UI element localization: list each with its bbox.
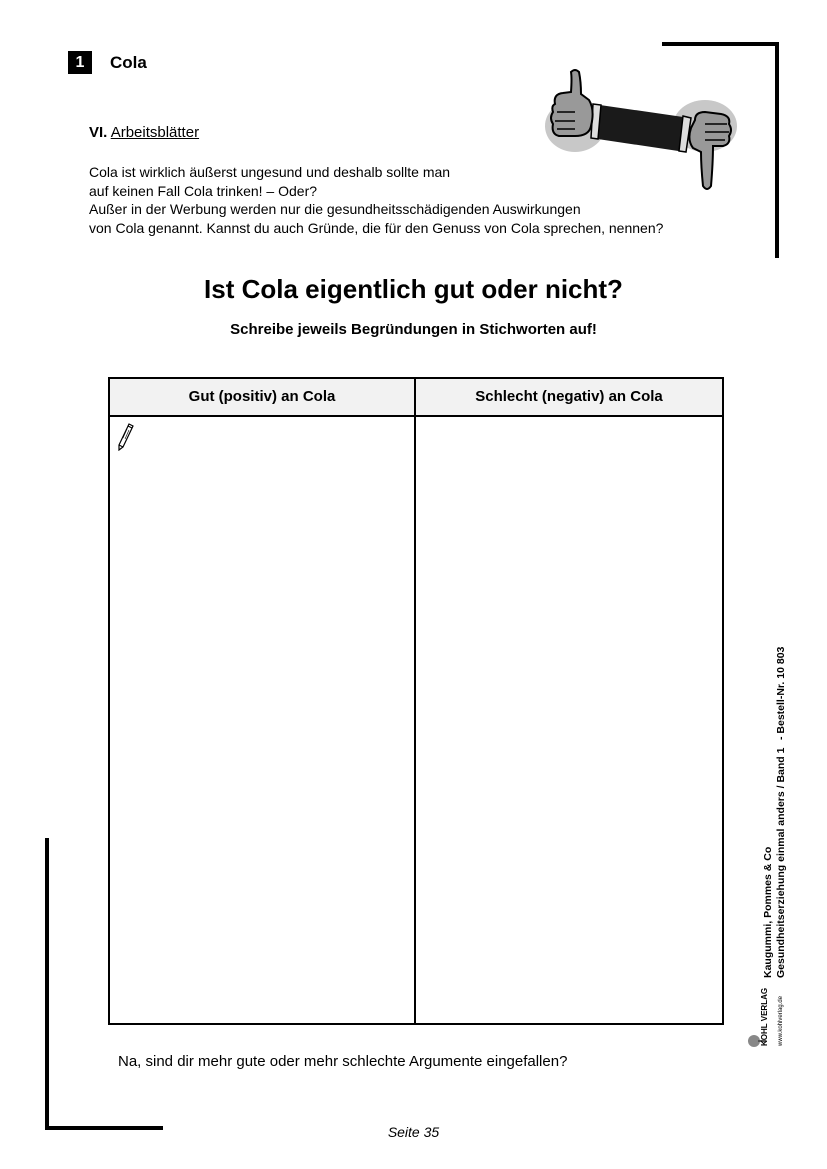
publisher-logo [746,982,791,1050]
column-header-negative: Schlecht (negativ) an Cola [475,388,663,405]
page-number: Seite 35 [387,1124,440,1140]
section-number: VI. [89,124,108,141]
publisher-name: KOHL VERLAG [760,987,769,1046]
chapter-number: 1 [68,51,92,74]
corner-frame-top [662,42,779,46]
intro-line: auf keinen Fall Cola trinken! – Oder? [89,182,318,199]
intro-text [89,163,663,237]
pencil-icon [116,423,134,451]
book-title: Kaugummi, Pommes & Co [762,846,774,978]
answer-table [108,377,724,1025]
corner-frame-left [45,838,49,1130]
closing-question: Na, sind dir mehr gute oder mehr schlechte Argumente eingefallen? [118,1053,568,1070]
column-header-positive: Gut (positiv) an Cola [188,388,336,405]
section-heading [89,124,199,141]
subtitle: Schreibe jeweils Begründungen in Stichworten auf! [230,321,597,338]
section-name: Arbeitsblätter [110,124,200,141]
publisher-imprint [746,600,791,1050]
order-number: - Bestell-Nr. 10 803 [775,646,787,740]
main-title: Ist Cola eigentlich gut oder nicht? [204,274,623,304]
column-divider [414,377,416,1025]
chapter-title: Cola [110,53,147,72]
intro-line: Cola ist wirklich äußerst ungesund und deshalb sollte man [89,164,451,180]
intro-line: von Cola genannt. Kannst du auch Gründe, die für den Genuss von Cola sprechen, nennen? [89,219,664,236]
corner-frame-right [775,42,779,258]
intro-line: Außer in der Werbung werden nur die gesundheitsschädigenden Auswirkungen [89,201,581,217]
publisher-url: www.kohlverlag.de [778,995,784,1046]
book-subtitle: Gesundheitserziehung einmal anders / Band 1 [775,747,787,978]
